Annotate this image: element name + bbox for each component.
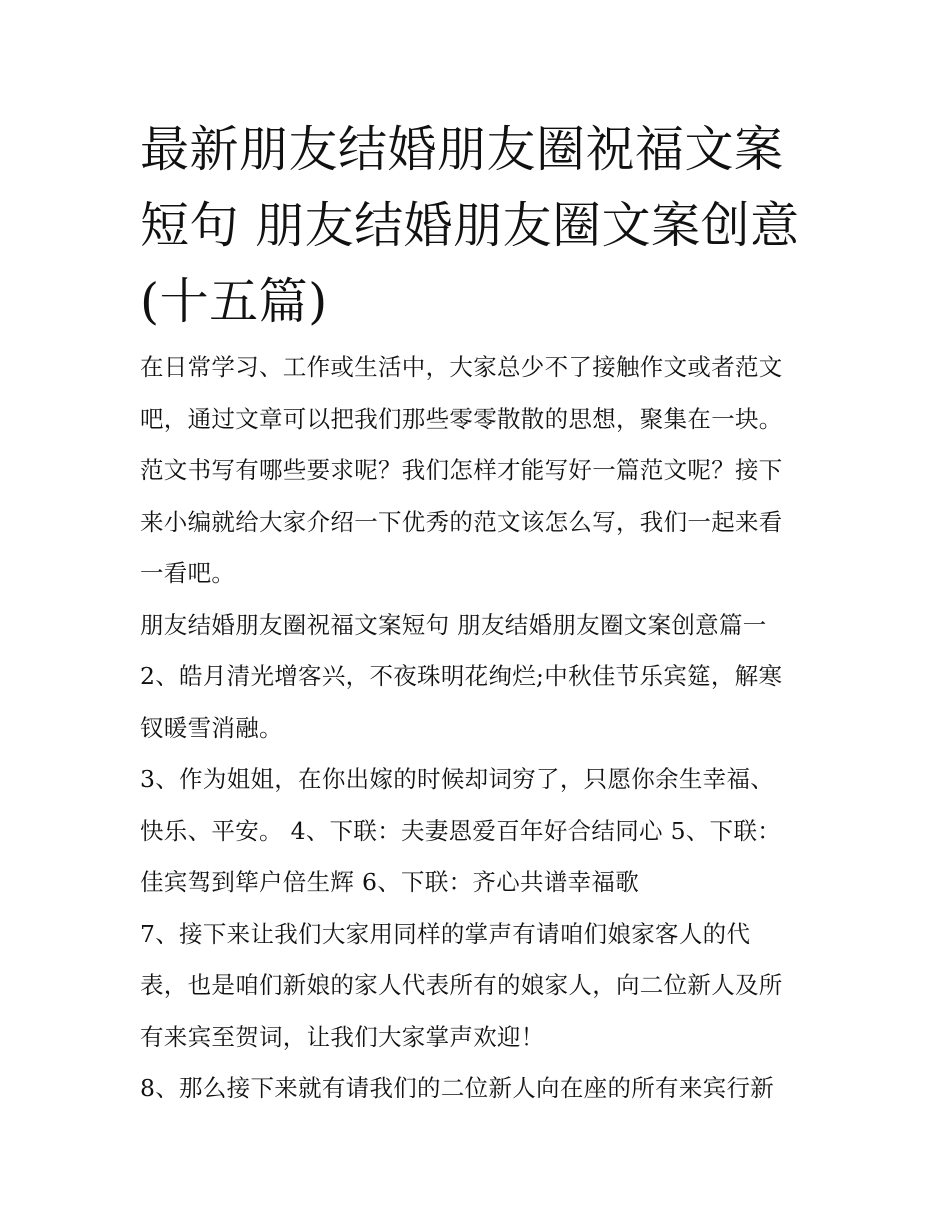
document-body: [140, 342, 820, 1115]
document-page: [140, 112, 820, 1115]
list-item-3-6: 3、作为姐姐，在你出嫁的时候却词穷了，只愿你余生幸福、 快乐、平安。 4、下联：夫妻恩爱百年好合结同心 5、下联： 佳宾驾到筚户倍生辉 6、下联：齐心共谱幸福歌: [140, 765, 782, 896]
intro-paragraph: 在日常学习、工作或生活中，大家总少不了接触作文或者范文 吧，通过文章可以把我们那些零零散散的思想，聚集在一块。 范文书写有哪些要求呢？我们怎样才能写好一篇范文呢？接下 来小编就给大家介绍一下优秀的范文该怎么写，我们一起来看 一看吧。: [140, 353, 783, 587]
list-item-7: 7、接下来让我们大家用同样的掌声有请咱们娘家客人的代 表，也是咱们新娘的家人代表所有的娘家人，向二位新人及所 有来宾至贺词，让我们大家掌声欢迎！: [140, 919, 783, 1051]
document-title: 最新朋友结婚朋友圈祝福文案 短句 朋友结婚朋友圈文案创意 (十五篇): [140, 121, 800, 330]
section-heading: 朋友结婚朋友圈祝福文案短句 朋友结婚朋友圈文案创意篇一: [140, 610, 767, 639]
list-item-8: 8、那么接下来就有请我们的二位新人向在座的所有来宾行新: [140, 1074, 775, 1102]
list-item-2: 2、皓月清光增客兴，不夜珠明花绚烂;中秋佳节乐宾筵，解寒 钗暖雪消融。: [140, 662, 783, 742]
